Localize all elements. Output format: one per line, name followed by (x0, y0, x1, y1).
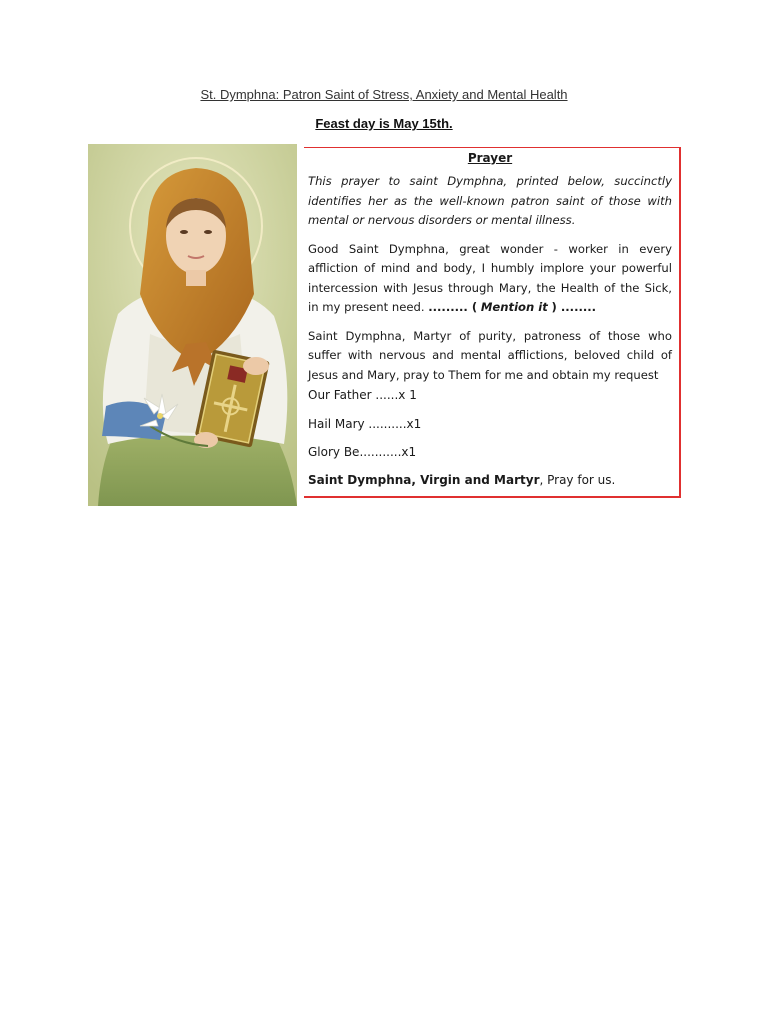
mention-it-text: Mention it (480, 300, 548, 314)
document-title: St. Dymphna: Patron Saint of Stress, Anxiety and Mental Health (200, 87, 568, 102)
closing-invocation-rest: , Pray for us. (539, 472, 616, 487)
glory-be-line: Glory Be...........x1 (308, 445, 417, 459)
prayer-petition-paragraph (308, 240, 672, 318)
saint-dymphna-image (88, 144, 297, 506)
prayer-box (304, 147, 681, 498)
petition-text: Good Saint Dymphna, great wonder - worker in every affliction of mind and body, I humbly implore your powerful intercession with Jesus through Mary, the Health of the Sick, in my present need. (308, 241, 672, 314)
feast-day-heading: Feast day is May 15th. (315, 116, 453, 131)
prayer-heading: Prayer (467, 151, 513, 165)
prayer-intro-paragraph: This prayer to saint Dymphna, printed below, succinctly identifies her as the well-known patron saint of those with mental or nervous disorders or mental illness. (308, 174, 672, 227)
hail-mary-line: Hail Mary ..........x1 (308, 416, 422, 431)
closing-invocation-bold: Saint Dymphna, Virgin and Martyr (308, 472, 540, 487)
saint-portrait-illustration (88, 144, 297, 506)
closing-invocation (308, 471, 672, 491)
mention-open: ......... ( (428, 300, 478, 314)
mention-close: ) ........ (551, 300, 597, 314)
prayer-request-paragraph: Saint Dymphna, Martyr of purity, patroness of those who suffer with nervous and mental afflictions, beloved child of Jesus and Mary, pray to Them for me and obtain my request (308, 328, 672, 382)
our-father-line: Our Father ......x 1 (308, 388, 417, 402)
